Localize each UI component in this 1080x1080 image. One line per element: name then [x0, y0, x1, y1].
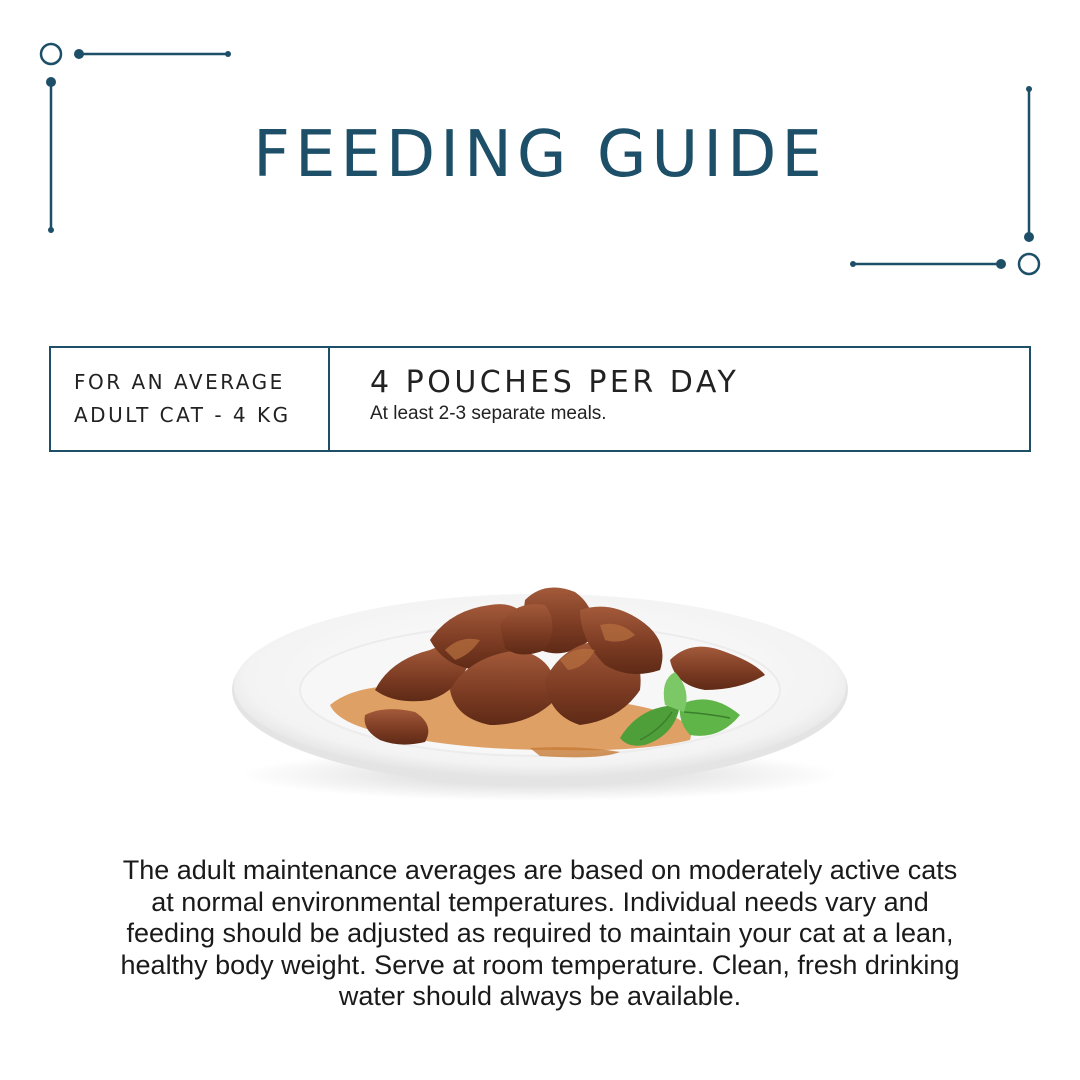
daily-amount: 4 POUCHES PER DAY [370, 365, 740, 400]
cat-profile-line-2: ADULT CAT - 4 KG [74, 403, 291, 427]
meal-note: At least 2-3 separate meals. [370, 403, 607, 424]
cat-profile-line-1: FOR AN AVERAGE [74, 370, 285, 394]
page-title: FEEDING GUIDE [253, 118, 827, 192]
feeding-description: The adult maintenance averages are based on moderately active cats at normal environmental temperatures. Individual needs vary and feeding should be adjusted as required to maintain your cat at a lean, healthy body weight. Serve at room temperature. Clean, fresh drinking water should always be available. [120, 855, 960, 1011]
